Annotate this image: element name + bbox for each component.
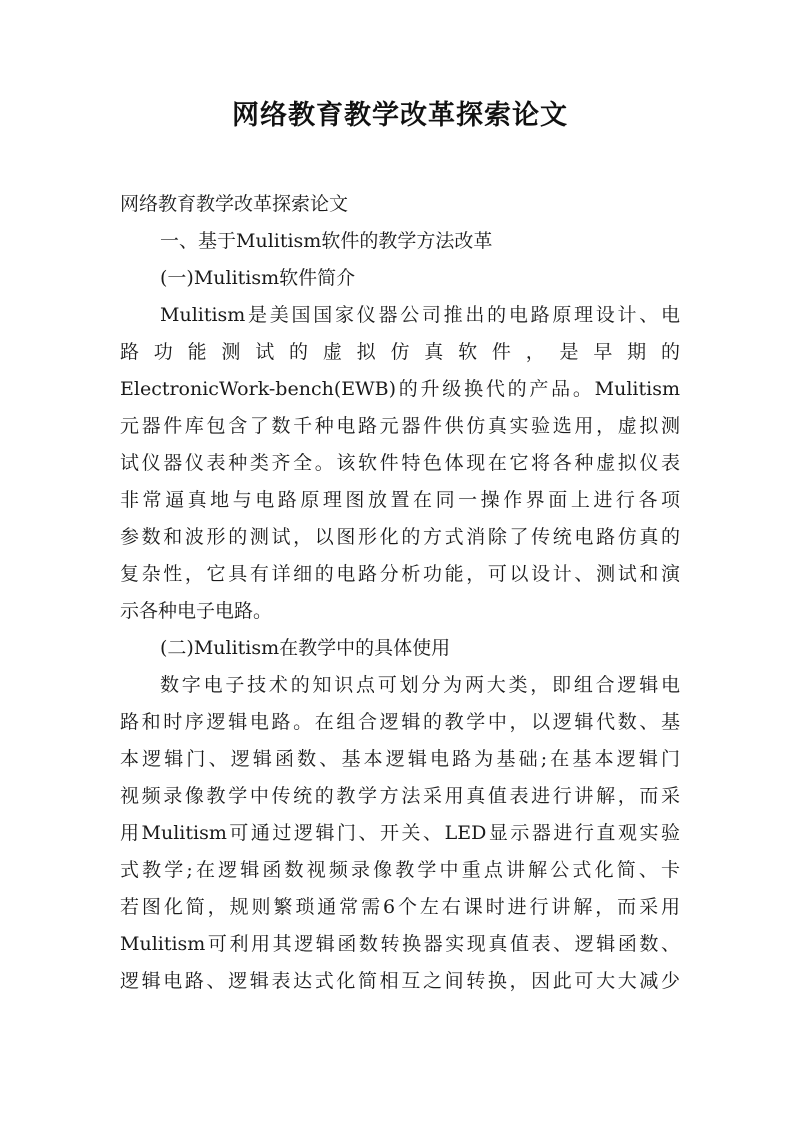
text-line: 视频录像教学中传统的教学方法采用真值表进行讲解，而采	[120, 785, 680, 807]
text-line: 元器件库包含了数千种电路元器件供仿真实验选用，虚拟测	[120, 415, 680, 437]
text-line: 逻辑电路、逻辑表达式化简相互之间转换，因此可大大减少	[120, 970, 680, 992]
text-line: 参数和波形的测试，以图形化的方式消除了传统电路仿真的	[120, 526, 680, 548]
text-line: Mulitism是美国国家仪器公司推出的电路原理设计、电	[160, 304, 680, 326]
text-line: 若图化简，规则繁琐通常需6个左右课时进行讲解，而采用	[120, 896, 680, 918]
text-line: Mulitism可利用其逻辑函数转换器实现真值表、逻辑函数、	[120, 933, 680, 955]
text-line: 式教学;在逻辑函数视频录像教学中重点讲解公式化简、卡	[120, 859, 680, 881]
text-line: 示各种电子电路。	[120, 600, 273, 622]
text-line: 路和时序逻辑电路。在组合逻辑的教学中，以逻辑代数、基	[120, 711, 680, 733]
subsection-heading: (二)Mulitism在教学中的具体使用	[160, 637, 451, 659]
text-line: 路功能测试的虚拟仿真软件，是早期的	[120, 341, 680, 363]
document-body	[120, 186, 680, 1000]
text-line: 试仪器仪表种类齐全。该软件特色体现在它将各种虚拟仪表	[120, 452, 680, 474]
text-line: 本逻辑门、逻辑函数、基本逻辑电路为基础;在基本逻辑门	[120, 748, 680, 770]
text-line: 网络教育教学改革探索论文	[120, 193, 349, 215]
text-line: 复杂性，它具有详细的电路分析功能，可以设计、测试和演	[120, 563, 680, 585]
text-line: 数字电子技术的知识点可划分为两大类，即组合逻辑电	[160, 674, 680, 696]
text-line: 用Mulitism可通过逻辑门、开关、LED显示器进行直观实验	[120, 822, 680, 844]
document-title: 网络教育教学改革探索论文	[232, 100, 568, 131]
text-line: 非常逼真地与电路原理图放置在同一操作界面上进行各项	[120, 489, 680, 511]
subsection-heading: (一)Mulitism软件简介	[160, 267, 356, 289]
section-heading: 一、基于Mulitism软件的教学方法改革	[160, 230, 493, 252]
text-line: ElectronicWork-bench(EWB)的升级换代的产品。Mulitism	[120, 378, 680, 400]
